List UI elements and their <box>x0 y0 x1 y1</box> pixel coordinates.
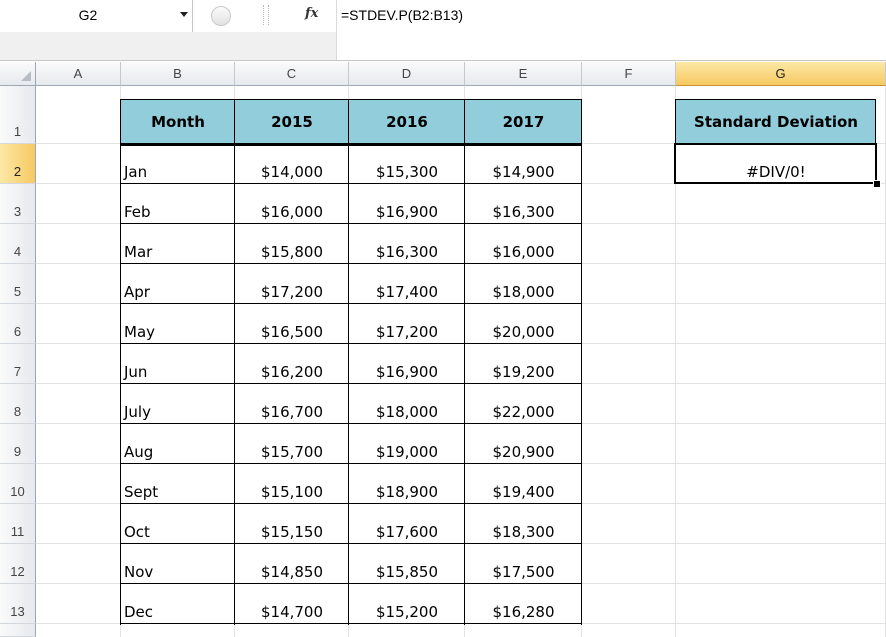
formula-bar <box>0 0 886 61</box>
value-cell[interactable]: $18,300 <box>492 523 555 541</box>
table-hborder <box>120 183 582 184</box>
column-header-a[interactable]: A <box>36 62 121 86</box>
formula-bar-filler <box>0 32 336 61</box>
table-hborder <box>120 263 582 264</box>
row-header-13[interactable]: 13 <box>0 584 36 624</box>
table-vborder <box>348 100 349 625</box>
select-all-icon <box>21 71 31 81</box>
column-header-e[interactable]: E <box>465 62 582 86</box>
table-hborder <box>120 383 582 384</box>
value-cell[interactable]: $15,200 <box>375 603 439 621</box>
value-cell[interactable]: $15,150 <box>260 523 324 541</box>
value-cell[interactable]: $16,280 <box>492 603 555 621</box>
table-hborder <box>120 343 582 344</box>
value-cell[interactable]: $19,400 <box>492 483 555 501</box>
column-header-f[interactable]: F <box>582 62 676 86</box>
column-header-b[interactable]: B <box>121 62 235 86</box>
column-header-c[interactable]: C <box>235 62 349 86</box>
table-header-2016: 2016 <box>349 100 465 144</box>
table-vborder <box>234 100 235 625</box>
month-cell[interactable]: Feb <box>124 203 151 221</box>
value-cell[interactable]: $16,900 <box>375 203 439 221</box>
row-header-2[interactable]: 2 <box>0 144 36 184</box>
month-cell[interactable]: May <box>124 323 156 341</box>
resize-grip-icon[interactable] <box>263 5 269 25</box>
row-header-4[interactable]: 4 <box>0 224 36 264</box>
value-cell[interactable]: $16,300 <box>492 203 555 221</box>
value-cell[interactable]: $19,200 <box>492 363 555 381</box>
row-header-3[interactable]: 3 <box>0 184 36 224</box>
value-cell[interactable]: $17,200 <box>375 323 439 341</box>
formula-separator <box>336 0 337 60</box>
value-cell[interactable]: $16,500 <box>260 323 324 341</box>
name-box-value: G2 <box>78 7 98 23</box>
table-hborder <box>120 463 582 464</box>
row-header-1[interactable]: 1 <box>0 86 36 144</box>
month-cell[interactable]: Aug <box>124 443 154 461</box>
table-hborder <box>120 99 582 100</box>
table-header-month: Month <box>121 100 235 144</box>
row-header-7[interactable]: 7 <box>0 344 36 384</box>
value-cell[interactable]: $14,900 <box>492 163 555 181</box>
standard-deviation-result[interactable]: #DIV/0! <box>746 163 806 181</box>
value-cell[interactable]: $22,000 <box>492 403 555 421</box>
table-vborder <box>581 100 582 625</box>
table-vborder <box>120 100 121 625</box>
value-cell[interactable]: $16,900 <box>375 363 439 381</box>
value-cell[interactable]: $17,200 <box>260 283 324 301</box>
value-cell[interactable]: $14,000 <box>260 163 324 181</box>
month-cell[interactable]: Dec <box>124 603 154 621</box>
value-cell[interactable]: $17,500 <box>492 563 555 581</box>
value-cell[interactable]: $16,000 <box>492 243 555 261</box>
worksheet-grid[interactable] <box>0 62 886 637</box>
month-cell[interactable]: Apr <box>124 283 150 301</box>
table-vborder <box>464 100 465 625</box>
table-hborder <box>120 223 582 224</box>
value-cell[interactable]: $18,000 <box>492 283 555 301</box>
value-cell[interactable]: $16,200 <box>260 363 324 381</box>
month-cell[interactable]: Oct <box>124 523 150 541</box>
row-header-6[interactable]: 6 <box>0 304 36 344</box>
formula-input[interactable]: =STDEV.P(B2:B13) <box>341 7 464 23</box>
table-hborder <box>120 303 582 304</box>
value-cell[interactable]: $15,800 <box>260 243 324 261</box>
row-header-11[interactable]: 11 <box>0 504 36 544</box>
select-all-corner[interactable] <box>0 62 36 86</box>
insert-function-button[interactable]: fx <box>305 6 319 21</box>
value-cell[interactable]: $16,700 <box>260 403 324 421</box>
table-hborder <box>120 583 582 584</box>
value-cell[interactable]: $16,000 <box>260 203 324 221</box>
month-cell[interactable]: Jun <box>124 363 148 381</box>
value-cell[interactable]: $17,600 <box>375 523 439 541</box>
month-cell[interactable]: Sept <box>124 483 159 501</box>
table-hborder <box>120 503 582 504</box>
value-cell[interactable]: $15,300 <box>375 163 439 181</box>
value-cell[interactable]: $20,900 <box>492 443 555 461</box>
cancel-circle-icon[interactable] <box>211 6 231 26</box>
value-cell[interactable]: $14,850 <box>260 563 324 581</box>
fill-handle[interactable] <box>873 180 881 188</box>
value-cell[interactable]: $16,300 <box>375 243 439 261</box>
month-cell[interactable]: Jan <box>124 163 148 181</box>
table-header-2017: 2017 <box>465 100 582 144</box>
result-border <box>675 99 876 100</box>
month-cell[interactable]: Mar <box>124 243 153 261</box>
month-cell[interactable]: July <box>124 403 151 421</box>
value-cell[interactable]: $14,700 <box>260 603 324 621</box>
table-hborder <box>120 623 582 624</box>
table-header-2015: 2015 <box>235 100 349 144</box>
row-header-9[interactable]: 9 <box>0 424 36 464</box>
value-cell[interactable]: $19,000 <box>375 443 439 461</box>
row-header-8[interactable]: 8 <box>0 384 36 424</box>
table-hborder <box>120 143 582 146</box>
value-cell[interactable]: $15,700 <box>260 443 324 461</box>
value-cell[interactable]: $18,000 <box>375 403 439 421</box>
value-cell[interactable]: $18,900 <box>375 483 439 501</box>
value-cell[interactable]: $17,400 <box>375 283 439 301</box>
standard-deviation-header: Standard Deviation <box>676 100 876 144</box>
column-header-g[interactable]: G <box>676 62 886 86</box>
formula-buttons <box>193 0 333 32</box>
name-box[interactable] <box>0 0 193 33</box>
row-header-10[interactable]: 10 <box>0 464 36 504</box>
formula-bar-border <box>336 60 886 61</box>
row-header-partial[interactable] <box>0 624 36 637</box>
month-cell[interactable]: Nov <box>124 563 154 581</box>
value-cell[interactable]: $15,850 <box>375 563 439 581</box>
row-header-5[interactable]: 5 <box>0 264 36 304</box>
value-cell[interactable]: $20,000 <box>492 323 555 341</box>
table-hborder <box>120 543 582 544</box>
column-header-d[interactable]: D <box>349 62 465 86</box>
value-cell[interactable]: $15,100 <box>260 483 324 501</box>
chevron-down-icon[interactable] <box>180 12 188 17</box>
table-hborder <box>120 423 582 424</box>
active-cell-border <box>674 143 877 184</box>
row-header-12[interactable]: 12 <box>0 544 36 584</box>
